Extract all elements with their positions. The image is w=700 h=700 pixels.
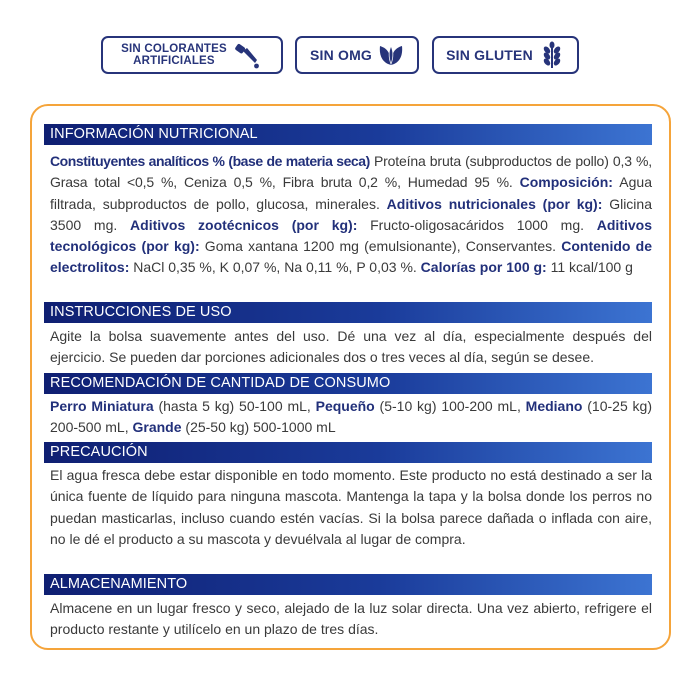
dropper-icon (233, 40, 263, 70)
dosage-header: RECOMENDACIÓN DE CANTIDAD DE CONSUMO (44, 373, 652, 394)
usage-header: INSTRUCCIONES DE USO (44, 302, 652, 323)
storage-header: ALMACENAMIENTO (44, 574, 652, 595)
caution-text: El agua fresca debe estar disponible en todo momento. Este producto no está destinado a ser la única fuente de líquido para ninguna mascota. Mantenga la tapa y la bolsa donde los perros no puedan masticarlas, incluso cuando estén vacías. Si la bolsa parece dañada o inflada con aire, no le dé el producto a su mascota y devuélvala al lugar de compra. (50, 467, 652, 547)
nutrition-text: Constituyentes analíticos % (base de materia seca) Proteína bruta (subproductos de pollo) 0,3 %, Grasa total <0,5 %, Ceniza 0,5 %, Fibra bruta 0,2 %, Humedad 95 %. Composición: Agua filtrada, subproductos de pollo, glucosa, minerales. Aditivos nutricionales (por kg): Glicina 3500 mg. Aditivos zootécnicos (por kg): Fructo-oligosacáridos 1000 mg. Aditivos tecnológicos (por kg): Goma xantana 1200 mg (emulsionante), Conservantes. Contenido de electrolitos: NaCl 0,35 %, K 0,07 %, Na 0,11 %, P 0,03 %. Calorías por 100 g: 11 kcal/100 g (50, 153, 653, 276)
wheat-icon (539, 41, 565, 69)
nutrition-header: INFORMACIÓN NUTRICIONAL (44, 124, 652, 145)
feature-badges (0, 36, 700, 76)
no-gluten-label: SIN GLUTEN (446, 47, 533, 63)
dosage-text: Perro Miniatura (hasta 5 kg) 50-100 mL, Pequeño (5-10 kg) 100-200 mL, Mediano (10-25 kg) 200-500 mL, Grande (25-50 kg) 500-1000 mL (50, 398, 653, 436)
no-colorants-badge (101, 36, 283, 74)
caution-header: PRECAUCIÓN (44, 442, 652, 463)
no-colorants-label: SIN COLORANTES ARTIFICIALES (121, 43, 227, 67)
usage-text: Agite la bolsa suavemente antes del uso. Dé una vez al día, especialmente después del ejercicio. Se pueden dar porciones adicionales dos o tres veces al día, según se desee. (50, 328, 652, 366)
no-gmo-label: SIN OMG (309, 47, 373, 63)
leaves-icon (378, 43, 404, 67)
no-gmo-badge (295, 36, 419, 74)
storage-text: Almacene en un lugar fresco y seco, alejado de la luz solar directa. Una vez abierto, refrigere el producto restante y utilícelo en un plazo de tres días. (50, 600, 652, 638)
no-gluten-badge (432, 36, 579, 74)
